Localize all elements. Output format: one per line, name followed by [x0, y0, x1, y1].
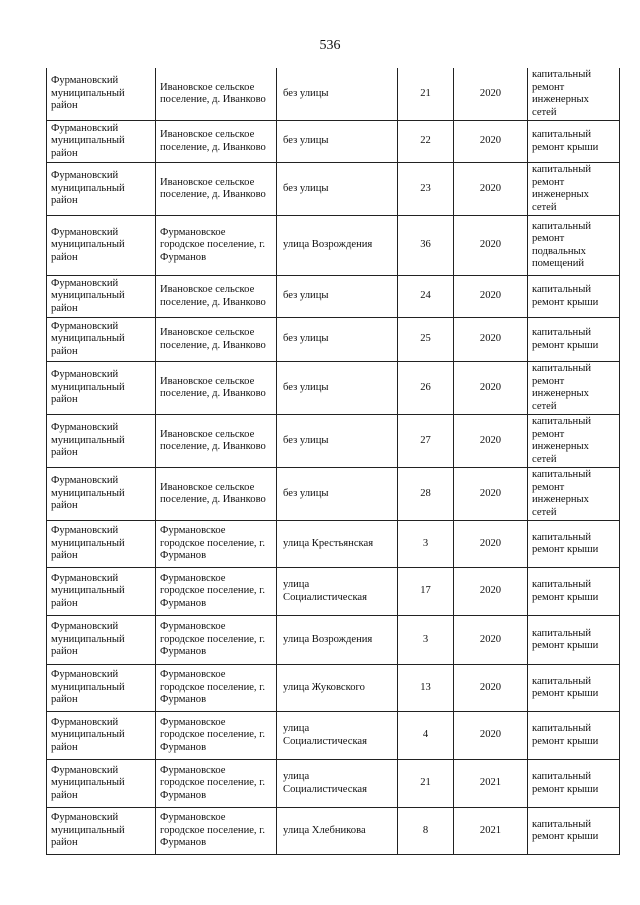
table-row: [47, 121, 620, 163]
street-cell: без улицы: [277, 415, 398, 468]
table-row: [47, 216, 620, 276]
district-cell: Фурмановский муниципальный район: [47, 318, 156, 362]
table-row: [47, 276, 620, 318]
house-number-cell: 26: [398, 362, 454, 415]
district-cell: Фурмановский муниципальный район: [47, 808, 156, 855]
work-type-cell: капитальный ремонт крыши: [528, 760, 620, 808]
table-row: [47, 318, 620, 362]
street-cell: улица Социалистическая: [277, 568, 398, 616]
district-cell: Фурмановский муниципальный район: [47, 616, 156, 665]
table-row: [47, 760, 620, 808]
settlement-cell: Фурмановское городское поселение, г. Фурманов: [156, 216, 277, 276]
street-cell: без улицы: [277, 318, 398, 362]
year-cell: 2020: [454, 276, 528, 318]
house-number-cell: 8: [398, 808, 454, 855]
house-number-cell: 17: [398, 568, 454, 616]
work-type-cell: капитальный ремонт крыши: [528, 665, 620, 712]
year-cell: 2020: [454, 521, 528, 568]
district-cell: Фурмановский муниципальный район: [47, 468, 156, 521]
house-number-cell: 28: [398, 468, 454, 521]
district-cell: Фурмановский муниципальный район: [47, 216, 156, 276]
work-type-cell: капитальный ремонт инженерных сетей: [528, 163, 620, 216]
settlement-cell: Ивановское сельское поселение, д. Иванково: [156, 468, 277, 521]
street-cell: улица Хлебникова: [277, 808, 398, 855]
house-number-cell: 21: [398, 68, 454, 121]
settlement-cell: Ивановское сельское поселение, д. Иванково: [156, 318, 277, 362]
house-number-cell: 13: [398, 665, 454, 712]
year-cell: 2020: [454, 318, 528, 362]
table-row: [47, 68, 620, 121]
district-cell: Фурмановский муниципальный район: [47, 68, 156, 121]
year-cell: 2020: [454, 568, 528, 616]
work-type-cell: капитальный ремонт инженерных сетей: [528, 68, 620, 121]
year-cell: 2020: [454, 121, 528, 163]
settlement-cell: Фурмановское городское поселение, г. Фурманов: [156, 712, 277, 760]
year-cell: 2020: [454, 616, 528, 665]
table-row: [47, 712, 620, 760]
table-row: [47, 468, 620, 521]
district-cell: Фурмановский муниципальный район: [47, 760, 156, 808]
work-type-cell: капитальный ремонт крыши: [528, 276, 620, 318]
district-cell: Фурмановский муниципальный район: [47, 521, 156, 568]
year-cell: 2020: [454, 665, 528, 712]
work-type-cell: капитальный ремонт крыши: [528, 318, 620, 362]
year-cell: 2020: [454, 68, 528, 121]
table-row: [47, 362, 620, 415]
work-type-cell: капитальный ремонт крыши: [528, 808, 620, 855]
year-cell: 2020: [454, 712, 528, 760]
settlement-cell: Фурмановское городское поселение, г. Фурманов: [156, 808, 277, 855]
work-type-cell: капитальный ремонт крыши: [528, 121, 620, 163]
street-cell: улица Социалистическая: [277, 760, 398, 808]
work-type-cell: капитальный ремонт подвальных помещений: [528, 216, 620, 276]
district-cell: Фурмановский муниципальный район: [47, 163, 156, 216]
settlement-cell: Фурмановское городское поселение, г. Фурманов: [156, 665, 277, 712]
work-type-cell: капитальный ремонт крыши: [528, 616, 620, 665]
year-cell: 2021: [454, 808, 528, 855]
house-number-cell: 27: [398, 415, 454, 468]
street-cell: без улицы: [277, 362, 398, 415]
settlement-cell: Ивановское сельское поселение, д. Иванково: [156, 121, 277, 163]
year-cell: 2020: [454, 216, 528, 276]
settlement-cell: Фурмановское городское поселение, г. Фурманов: [156, 568, 277, 616]
work-type-cell: капитальный ремонт инженерных сетей: [528, 362, 620, 415]
street-cell: без улицы: [277, 163, 398, 216]
table-row: [47, 415, 620, 468]
district-cell: Фурмановский муниципальный район: [47, 712, 156, 760]
house-number-cell: 36: [398, 216, 454, 276]
table-row: [47, 616, 620, 665]
street-cell: улица Жуковского: [277, 665, 398, 712]
settlement-cell: Ивановское сельское поселение, д. Иванково: [156, 362, 277, 415]
settlement-cell: Ивановское сельское поселение, д. Иванково: [156, 415, 277, 468]
page-number: 536: [319, 38, 341, 53]
table-row: [47, 665, 620, 712]
year-cell: 2021: [454, 760, 528, 808]
house-number-cell: 21: [398, 760, 454, 808]
house-number-cell: 25: [398, 318, 454, 362]
settlement-cell: Ивановское сельское поселение, д. Иванково: [156, 68, 277, 121]
district-cell: Фурмановский муниципальный район: [47, 665, 156, 712]
street-cell: без улицы: [277, 121, 398, 163]
work-type-cell: капитальный ремонт крыши: [528, 712, 620, 760]
street-cell: улица Крестьянская: [277, 521, 398, 568]
year-cell: 2020: [454, 163, 528, 216]
work-type-cell: капитальный ремонт крыши: [528, 521, 620, 568]
table-row: [47, 521, 620, 568]
settlement-cell: Ивановское сельское поселение, д. Иванково: [156, 276, 277, 318]
settlement-cell: Ивановское сельское поселение, д. Иванково: [156, 163, 277, 216]
district-cell: Фурмановский муниципальный район: [47, 415, 156, 468]
house-number-cell: 23: [398, 163, 454, 216]
work-type-cell: капитальный ремонт инженерных сетей: [528, 468, 620, 521]
year-cell: 2020: [454, 468, 528, 521]
district-cell: Фурмановский муниципальный район: [47, 362, 156, 415]
street-cell: улица Социалистическая: [277, 712, 398, 760]
table-row: [47, 163, 620, 216]
house-number-cell: 22: [398, 121, 454, 163]
street-cell: улица Возрождения: [277, 616, 398, 665]
house-number-cell: 4: [398, 712, 454, 760]
street-cell: без улицы: [277, 68, 398, 121]
house-number-cell: 3: [398, 521, 454, 568]
street-cell: без улицы: [277, 276, 398, 318]
work-type-cell: капитальный ремонт инженерных сетей: [528, 415, 620, 468]
house-number-cell: 24: [398, 276, 454, 318]
housing-repair-table: [46, 68, 620, 855]
settlement-cell: Фурмановское городское поселение, г. Фурманов: [156, 616, 277, 665]
street-cell: улица Возрождения: [277, 216, 398, 276]
district-cell: Фурмановский муниципальный район: [47, 121, 156, 163]
table-row: [47, 568, 620, 616]
work-type-cell: капитальный ремонт крыши: [528, 568, 620, 616]
settlement-cell: Фурмановское городское поселение, г. Фурманов: [156, 521, 277, 568]
year-cell: 2020: [454, 415, 528, 468]
house-number-cell: 3: [398, 616, 454, 665]
table-row: [47, 808, 620, 855]
district-cell: Фурмановский муниципальный район: [47, 568, 156, 616]
street-cell: без улицы: [277, 468, 398, 521]
district-cell: Фурмановский муниципальный район: [47, 276, 156, 318]
settlement-cell: Фурмановское городское поселение, г. Фурманов: [156, 760, 277, 808]
year-cell: 2020: [454, 362, 528, 415]
